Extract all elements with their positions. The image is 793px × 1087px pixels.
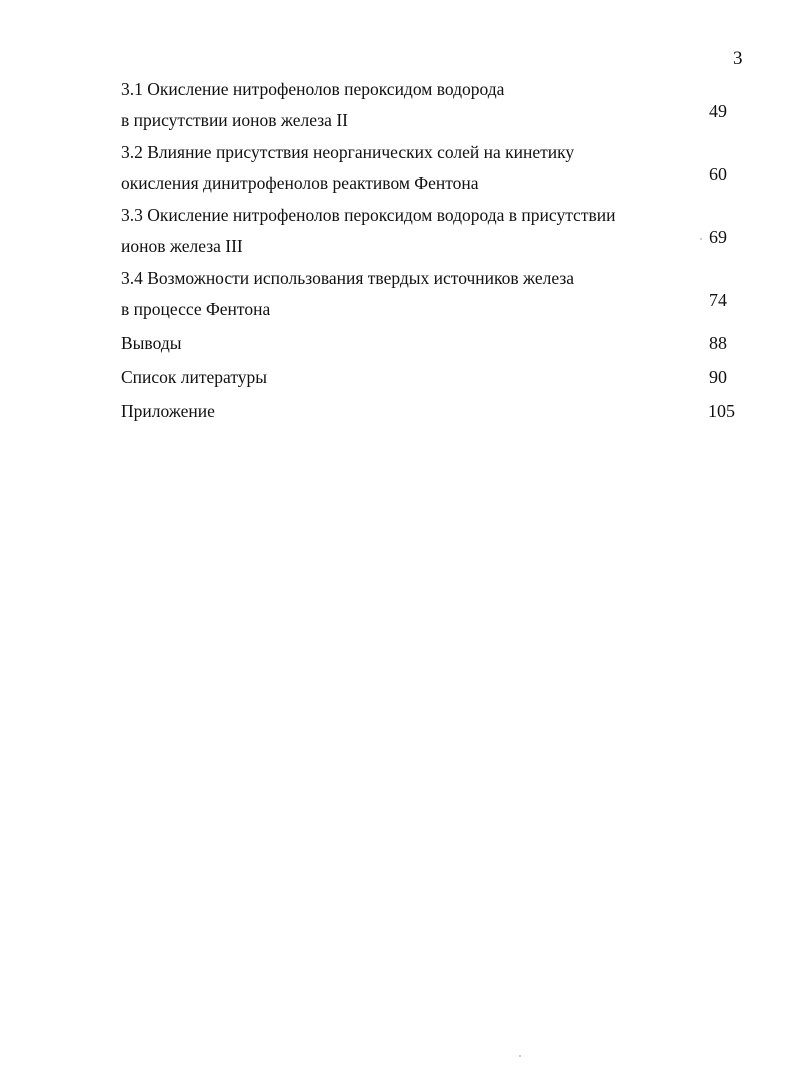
toc-entry-title-line2: окисления динитрофенолов реактивом Фентона [121, 173, 479, 193]
scan-speck [700, 238, 702, 240]
toc-entry-title-line1: 3.1 Окисление нитрофенолов пероксидом водорода [121, 79, 505, 99]
toc-entry-page: 60 [709, 164, 727, 184]
toc-entry-references [121, 362, 735, 393]
toc-entry-title-line1: 3.4 Возможности использования твердых источников железа [121, 268, 575, 288]
toc-entry-page: 69 [709, 227, 727, 247]
toc-entry-title: Список литературы [121, 367, 268, 387]
toc-entry-title: Приложение [121, 401, 215, 421]
toc-entry-page: 90 [709, 367, 727, 387]
toc-entry-page: 88 [709, 333, 727, 353]
toc-entry-title-line2: в процессе Фентона [121, 299, 271, 319]
toc-entry-title-line1: 3.3 Окисление нитрофенолов пероксидом водорода в присутствии [121, 205, 616, 225]
toc-entry-title-line1: 3.2 Влияние присутствия неорганических солей на кинетику [121, 142, 575, 162]
toc-entry-3-1 [121, 74, 735, 136]
scan-speck [519, 1055, 521, 1057]
page-number: 3 [733, 48, 743, 69]
toc-entry-3-3 [121, 200, 735, 262]
toc-entry-page: 105 [708, 401, 735, 421]
toc-entry-conclusions [121, 328, 735, 359]
toc-entry-title-line2: в присутствии ионов железа II [121, 110, 348, 130]
toc-entry-title-line2: ионов железа III [121, 236, 243, 256]
toc-entry-appendix [121, 396, 735, 427]
toc-entry-page: 49 [709, 101, 727, 121]
toc-entry-title: Выводы [121, 333, 182, 353]
table-of-contents [121, 74, 735, 427]
toc-entry-3-4 [121, 263, 735, 325]
toc-entry-3-2 [121, 137, 735, 199]
toc-entry-page: 74 [709, 290, 727, 310]
